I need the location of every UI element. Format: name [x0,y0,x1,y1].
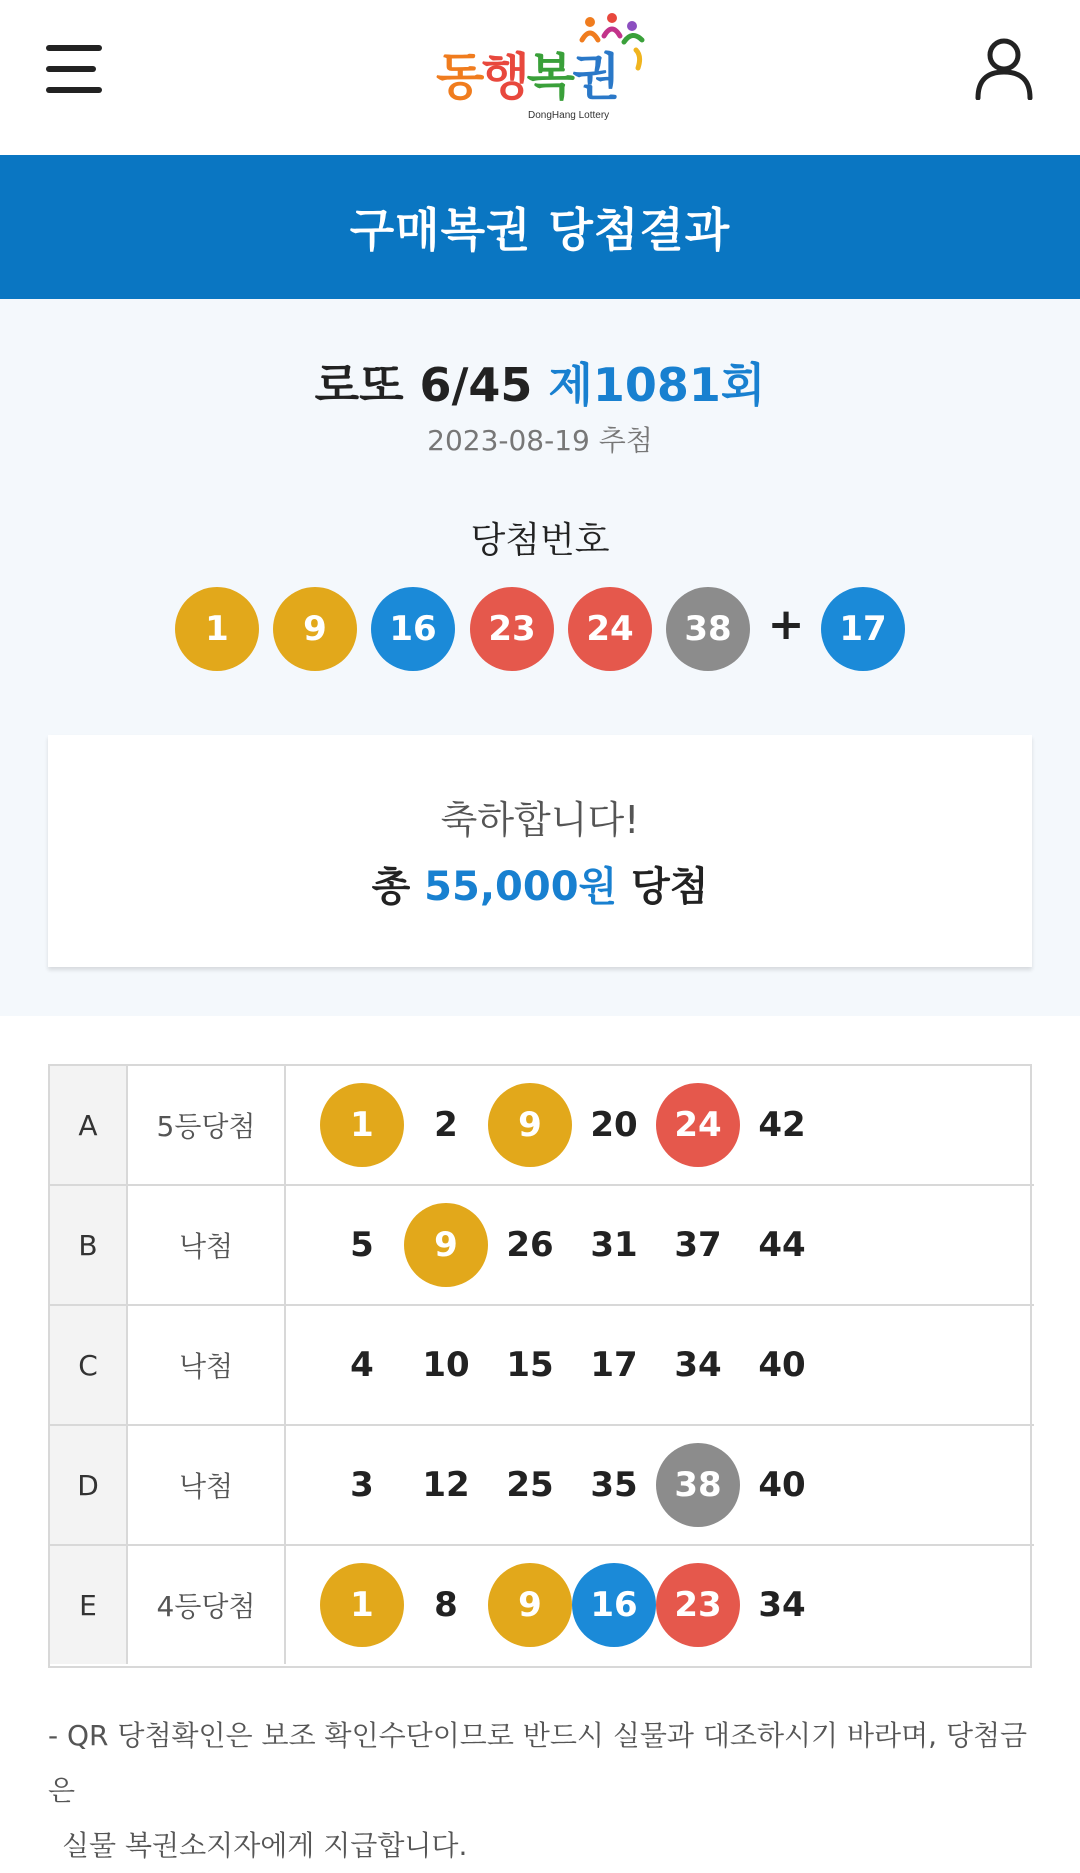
ticket-number: 42 [758,1105,806,1145]
matched-number-ball: 9 [404,1203,488,1287]
winning-numbers-label: 당첨번호 [470,520,610,561]
ticket-number: 34 [674,1345,722,1385]
ticket-number: 31 [590,1225,638,1265]
game-result: 낙첨 [128,1306,286,1424]
ticket-number: 8 [434,1585,458,1625]
logo-subtitle: DongHang Lottery [528,110,610,121]
donghang-lottery-logo[interactable] [432,12,652,127]
table-row [50,1066,1034,1186]
matched-number-ball: 24 [656,1083,740,1167]
game-id: E [50,1546,128,1664]
game-id: A [50,1066,128,1184]
bonus-ball: 17 [821,587,905,671]
table-row [50,1186,1034,1306]
matched-number-ball: 1 [320,1083,404,1167]
winning-ball: 16 [371,587,455,671]
notice-line-2: 실물 복권소지자에게 지급합니다. [62,1829,468,1862]
total-prize-suffix: 당첨 [631,864,709,910]
matched-number-ball: 9 [488,1563,572,1647]
ticket-number: 3 [350,1465,374,1505]
matched-number-ball: 38 [656,1443,740,1527]
ticket-games-table [48,1064,1032,1668]
draw-round: 제1081회 [548,358,766,412]
ticket-number: 10 [422,1345,470,1385]
ticket-number: 40 [758,1345,806,1385]
ticket-number: 25 [506,1465,554,1505]
user-profile-icon[interactable] [972,36,1036,100]
matched-number-ball: 1 [320,1563,404,1647]
game-result: 4등당첨 [128,1546,286,1664]
ticket-number: 5 [350,1225,374,1265]
winning-ball: 9 [273,587,357,671]
winning-ball: 24 [568,587,652,671]
ticket-number: 2 [434,1105,458,1145]
page-title: 구매복권 당첨결과 [349,203,731,257]
matched-number-ball: 9 [488,1083,572,1167]
ticket-number: 26 [506,1225,554,1265]
total-prize-amount: 55,000원 [424,864,618,910]
ticket-number: 12 [422,1465,470,1505]
table-row [50,1426,1034,1546]
bonus-plus-sign: + [767,599,805,650]
game-name: 로또 6/45 [314,358,533,412]
game-id: B [50,1186,128,1304]
ticket-number: 34 [758,1585,806,1625]
ticket-number: 17 [590,1345,638,1385]
table-row [50,1546,1034,1666]
matched-number-ball: 23 [656,1563,740,1647]
game-result: 5등당첨 [128,1066,286,1184]
hamburger-menu-icon[interactable] [46,45,102,93]
ticket-number: 15 [506,1345,554,1385]
draw-date: 2023-08-19 추첨 [427,424,653,457]
logo-wordmark: 동행복권 [436,48,618,106]
draw-result-section [0,299,1080,1016]
table-row [50,1306,1034,1426]
total-prize-prefix: 총 [371,864,411,910]
winning-ball: 1 [175,587,259,671]
notice-line-1: - QR 당첨확인은 보조 확인수단이므로 반드시 실물과 대조하시기 바라며, 당첨금은 [48,1719,1028,1807]
game-result: 낙첨 [128,1186,286,1304]
congrats-message: 축하합니다! [440,798,640,842]
ticket-number: 40 [758,1465,806,1505]
top-bar [0,0,1080,155]
ticket-number: 37 [674,1225,722,1265]
total-prize [48,855,1032,912]
game-result: 낙첨 [128,1426,286,1544]
ticket-number: 44 [758,1225,806,1265]
game-id: C [50,1306,128,1424]
matched-number-ball: 16 [572,1563,656,1647]
prize-summary-card [48,735,1032,967]
ticket-number: 35 [590,1465,638,1505]
ticket-number: 20 [590,1105,638,1145]
qr-notice [48,1708,1038,1873]
game-id: D [50,1426,128,1544]
winning-ball: 38 [666,587,750,671]
page-title-banner [0,155,1080,299]
ticket-number: 4 [350,1345,374,1385]
winning-ball: 23 [470,587,554,671]
game-title [0,349,1080,415]
